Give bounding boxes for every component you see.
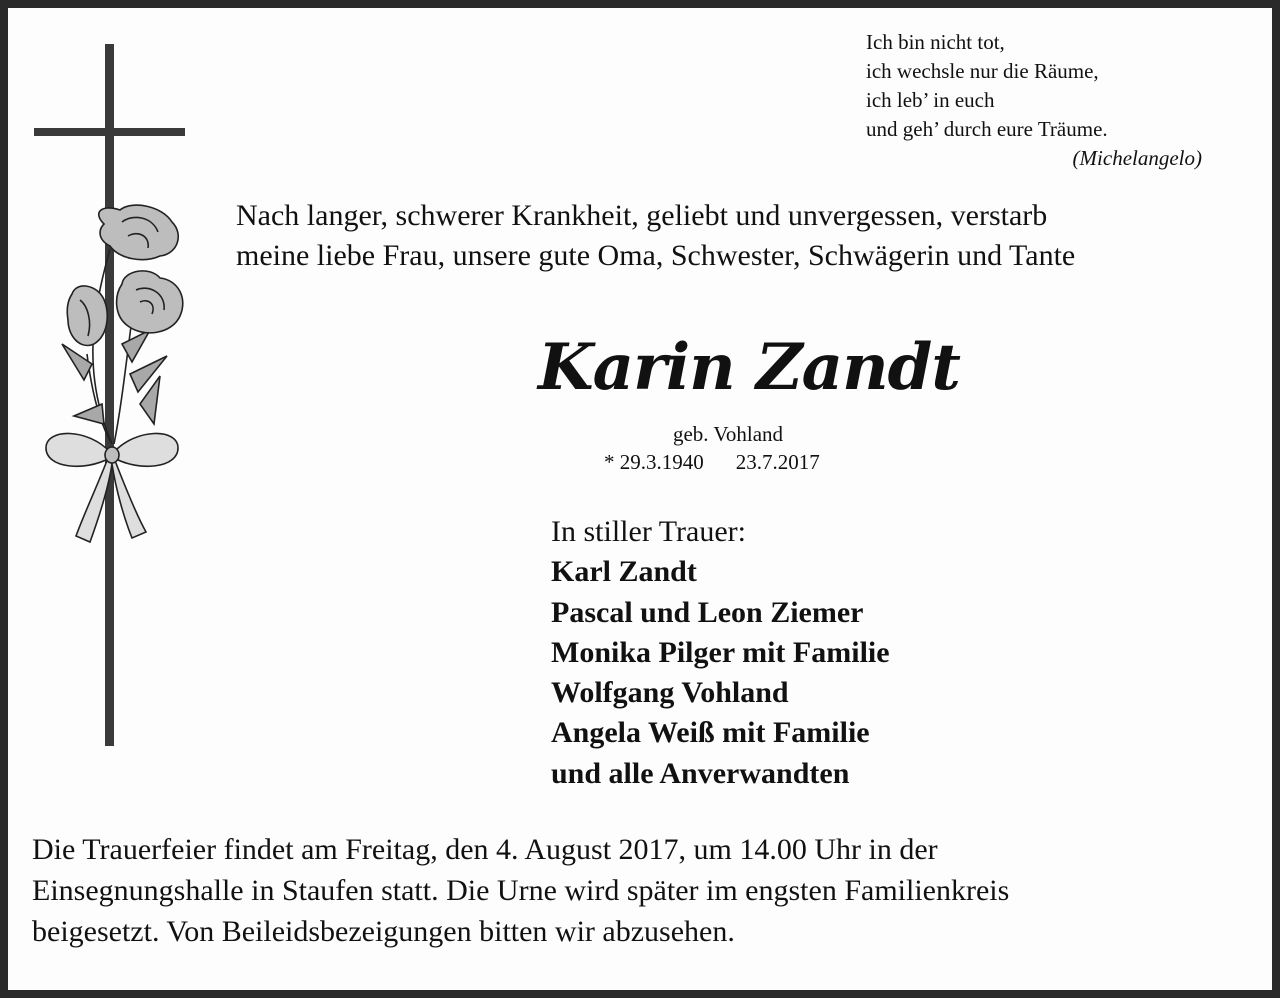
quote-line: ich wechsle nur die Räume,: [866, 59, 1099, 83]
intro-text: [236, 196, 1246, 276]
death-date: 23.7.2017: [735, 450, 820, 474]
service-line: Einsegnungshalle in Staufen statt. Die Urne wird später im engsten Familienkreis: [32, 874, 1010, 907]
quote-line: Ich bin nicht tot,: [866, 30, 1005, 54]
birth-name: geb. Vohland: [672, 422, 784, 446]
obituary-notice: [8, 8, 1272, 990]
intro-line: meine liebe Frau, unsere gute Oma, Schwester, Schwägerin und Tante: [236, 239, 1076, 272]
mourner-name: Wolfgang Vohland: [551, 676, 789, 710]
service-line: Die Trauerfeier findet am Freitag, den 4. August 2017, um 14.00 Uhr in der: [32, 833, 938, 866]
mourners-list: [551, 512, 890, 794]
intro-line: Nach langer, schwerer Krankheit, geliebt und unvergessen, verstarb: [236, 199, 1048, 232]
birth-date: * 29.3.1940: [604, 450, 704, 474]
quote-line: ich leb’ in euch: [866, 88, 995, 112]
roses-with-ribbon-icon: [46, 205, 183, 542]
poem-quote: [866, 28, 1226, 173]
life-dates: [604, 450, 820, 475]
quote-line: und geh’ durch eure Träume.: [866, 117, 1108, 141]
mourner-name: Monika Pilger mit Familie: [551, 635, 890, 669]
cross-icon: [34, 44, 185, 746]
deceased-name: Karin Zandt: [538, 330, 960, 405]
funeral-service-info: [32, 829, 1232, 952]
mourner-name: Karl Zandt: [551, 555, 697, 589]
mourners-heading: In stiller Trauer:: [551, 515, 746, 548]
mourner-name: Angela Weiß mit Familie: [551, 716, 870, 750]
service-line: beigesetzt. Von Beileidsbezeigungen bitten wir abzusehen.: [32, 915, 735, 948]
mourner-name: Pascal und Leon Ziemer: [551, 595, 864, 629]
cross-with-roses-graphic: [32, 44, 192, 750]
quote-attribution: (Michelangelo): [1072, 146, 1202, 170]
mourner-name: und alle Anverwandten: [551, 756, 850, 790]
